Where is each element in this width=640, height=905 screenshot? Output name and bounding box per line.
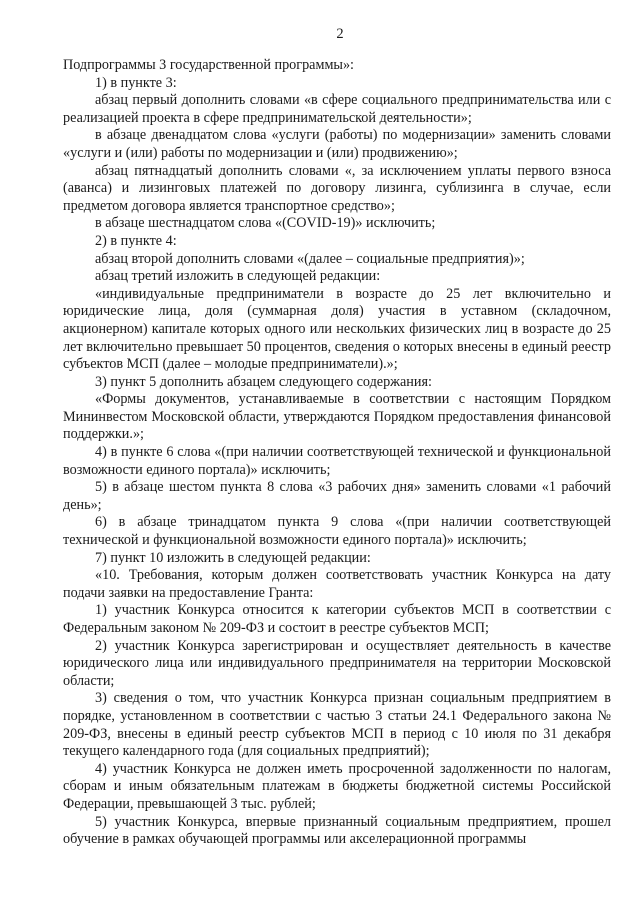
paragraph: 1) участник Конкурса относится к категории субъектов МСП в соответствии с Федеральным законом № 209-ФЗ и состоит в реестре субъектов МСП; xyxy=(63,602,611,636)
paragraph: «10. Требования, которым должен соответствовать участник Конкурса на дату подачи заявки на предоставление Гранта: xyxy=(63,567,611,601)
paragraph: 1) в пункте 3: xyxy=(95,74,177,91)
paragraph: «индивидуальные предприниматели в возрасте до 25 лет включительно и юридические лица, доля (суммарная доля) участия в уставном (складочном, акционерном) капитале которых одного или нескольких физических лиц в возрасте до 25 лет включительно превышает 50 процентов, сведения о которых внесены в единый реестр субъектов МСП (далее – молодые предприниматели).»; xyxy=(63,285,611,373)
paragraph: 3) сведения о том, что участник Конкурса признан социальным предприятием в порядке, установленном в соответствии с частью 3 статьи 24.1 Федерального закона № 209-ФЗ, внесены в единый реестр субъектов МСП в период с 10 июля по 31 декабря текущего календарного года (для социальных предприятий); xyxy=(63,690,611,760)
paragraph: 5) участник Конкурса, впервые признанный социальным предприятием, прошел обучение в рамках обучающей программы или акселерационной программы xyxy=(63,813,611,848)
paragraph: в абзаце шестнадцатом слова «(COVID-19)» исключить; xyxy=(95,215,436,232)
paragraph: абзац пятнадцатый дополнить словами «, за исключением уплаты первого взноса (аванса) и лизинговых платежей по договору лизинга, сублизинга в случае, если предметом договора является транспортное средство»; xyxy=(63,162,611,214)
document-body xyxy=(63,57,611,849)
page-number: 2 xyxy=(336,26,344,42)
paragraph: «Формы документов, устанавливаемые в соответствии с настоящим Порядком Mининвестом Московской области, утверждаются Порядком предоставления финансовой поддержки.»; xyxy=(63,391,611,443)
paragraph: 2) участник Конкурса зарегистрирован и осуществляет деятельность в качестве юридического лица или индивидуального предпринимателя на территории Московской области; xyxy=(63,637,611,689)
paragraph: абзац второй дополнить словами «(далее – социальные предприятия)»; xyxy=(95,250,525,267)
paragraph: 7) пункт 10 изложить в следующей редакции: xyxy=(95,549,371,566)
paragraph: в абзаце двенадцатом слова «услуги (работы) по модернизации» заменить словами «услуги и (или) работы по модернизации и (или) продвижению»; xyxy=(63,127,611,161)
paragraph: 6) в абзаце тринадцатом пункта 9 слова «(при наличии соответствующей технической и функциональной возможности единого портала)» исключить; xyxy=(63,514,611,549)
paragraph: Подпрограммы 3 государственной программы»: xyxy=(63,57,354,73)
paragraph: 5) в абзаце шестом пункта 8 слова «3 рабочих дня» заменить словами «1 рабочий день»; xyxy=(63,479,611,513)
paragraph: абзац первый дополнить словами «в сфере социального предпринимательства или с реализацией проекта в сфере предпринимательской деятельности»; xyxy=(63,92,611,126)
paragraph: абзац третий изложить в следующей редакции: xyxy=(95,268,381,285)
paragraph: 2) в пункте 4: xyxy=(95,232,177,249)
paragraph: 4) в пункте 6 слова «(при наличии соответствующей технической и функциональной возможности единого портала)» исключить; xyxy=(63,444,611,478)
paragraph: 4) участник Конкурса не должен иметь просроченной задолженности по налогам, сборам и иным обязательным платежам в бюджеты бюджетной системы Российской Федерации, превышающей 3 тыс. рублей; xyxy=(63,760,611,812)
paragraph: 3) пункт 5 дополнить абзацем следующего содержания: xyxy=(95,373,432,390)
